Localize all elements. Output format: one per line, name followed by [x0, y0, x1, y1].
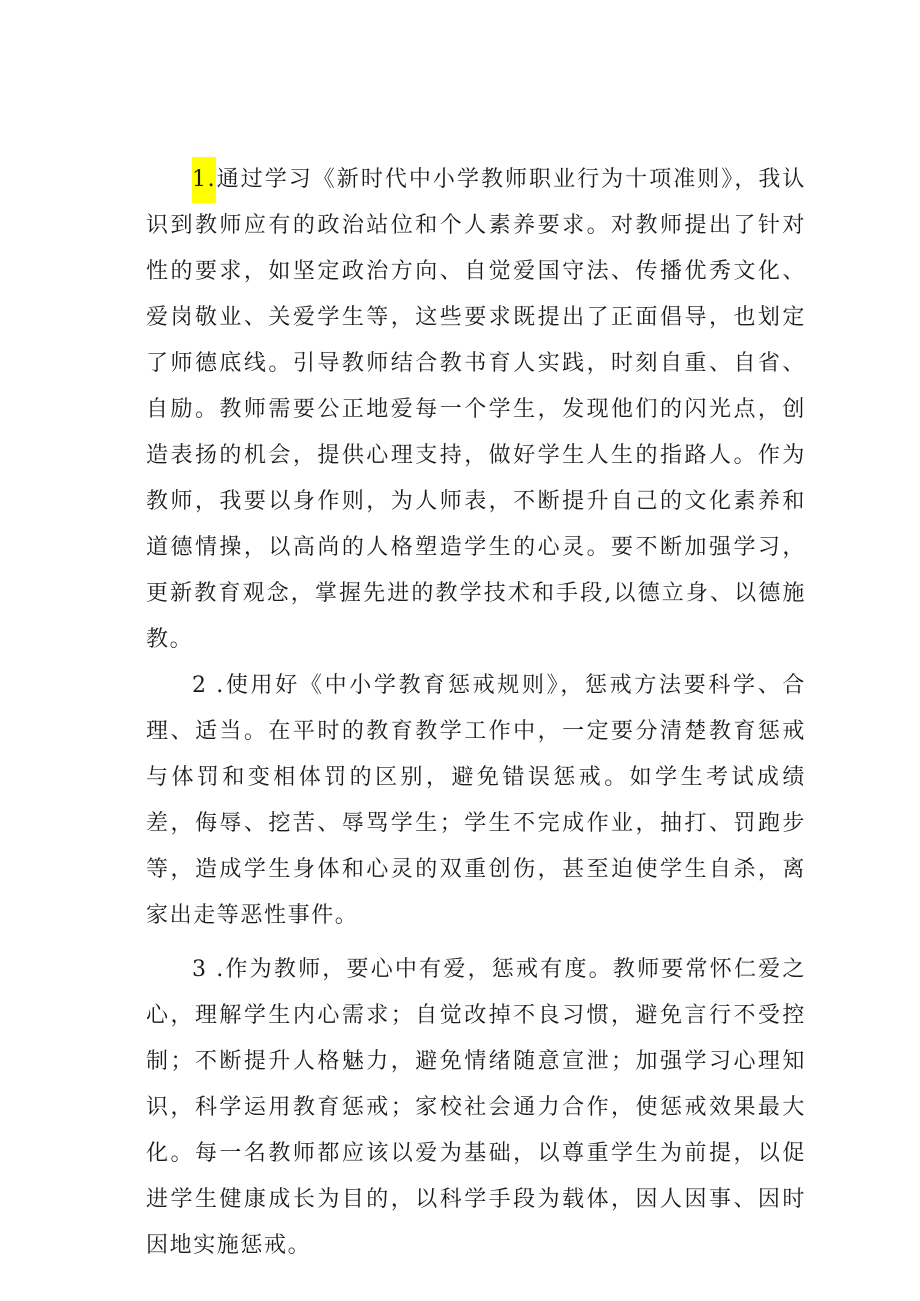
paragraph-3-text: 作为教师，要心中有爱，惩戒有度。教师要常怀仁爱之心，理解学生内心需求；自觉改掉不良习惯，避免言行不受控制；不断提升人格魅力，避免情绪随意宣泄；加强学习心理知识，科学运用教育惩戒；家校社会通力合作，使惩戒效果最大化。每一名教师都应该以爱为基础，以尊重学生为前提，以促进学生健康成长为目的，以科学手段为载体，因人因事、因时因地实施惩戒。 — [146, 957, 806, 1258]
paragraph-1-number: 1. — [192, 157, 216, 203]
paragraph-2-text: 使用好《中小学教育惩戒规则》，惩戒方法要科学、合理、适当。在平时的教育教学工作中，一定要分清楚教育惩戒与体罚和变相体罚的区别，避免错误惩戒。如学生考试成绩差，侮辱、挖苦、辱骂学生；学生不完成作业，抽打、罚跑步等，造成学生身体和心灵的双重创伤，甚至迫使学生自杀，离家出走等恶性事件。 — [146, 673, 806, 928]
paragraph-1-text: 通过学习《新时代中小学教师职业行为十项准则》，我认识到教师应有的政治站位和个人素养要求。对教师提出了针对性的要求，如坚定政治方向、自觉爱国守法、传播优秀文化、爱岗敬业、关爱学生等，这些要求既提出了正面倡导，也划定了师德底线。引导教师结合教书育人实践，时刻自重、自省、自励。教师需要公正地爱每一个学生，发现他们的闪光点，创造表扬的机会，提供心理支持，做好学生人生的指路人。作为教师，我要以身作则，为人师表，不断提升自己的文化素养和道德情操，以高尚的人格塑造学生的心灵。要不断加强学习，更新教育观念，掌握先进的教学技术和手段,以德立身、以德施教。 — [146, 167, 806, 652]
paragraph-1 — [146, 157, 806, 663]
document-body — [146, 157, 806, 1269]
paragraph-2 — [146, 663, 806, 939]
paragraph-3 — [146, 947, 806, 1269]
paragraph-2-number: 2 . — [192, 673, 225, 698]
paragraph-3-number: 3 . — [192, 957, 225, 982]
